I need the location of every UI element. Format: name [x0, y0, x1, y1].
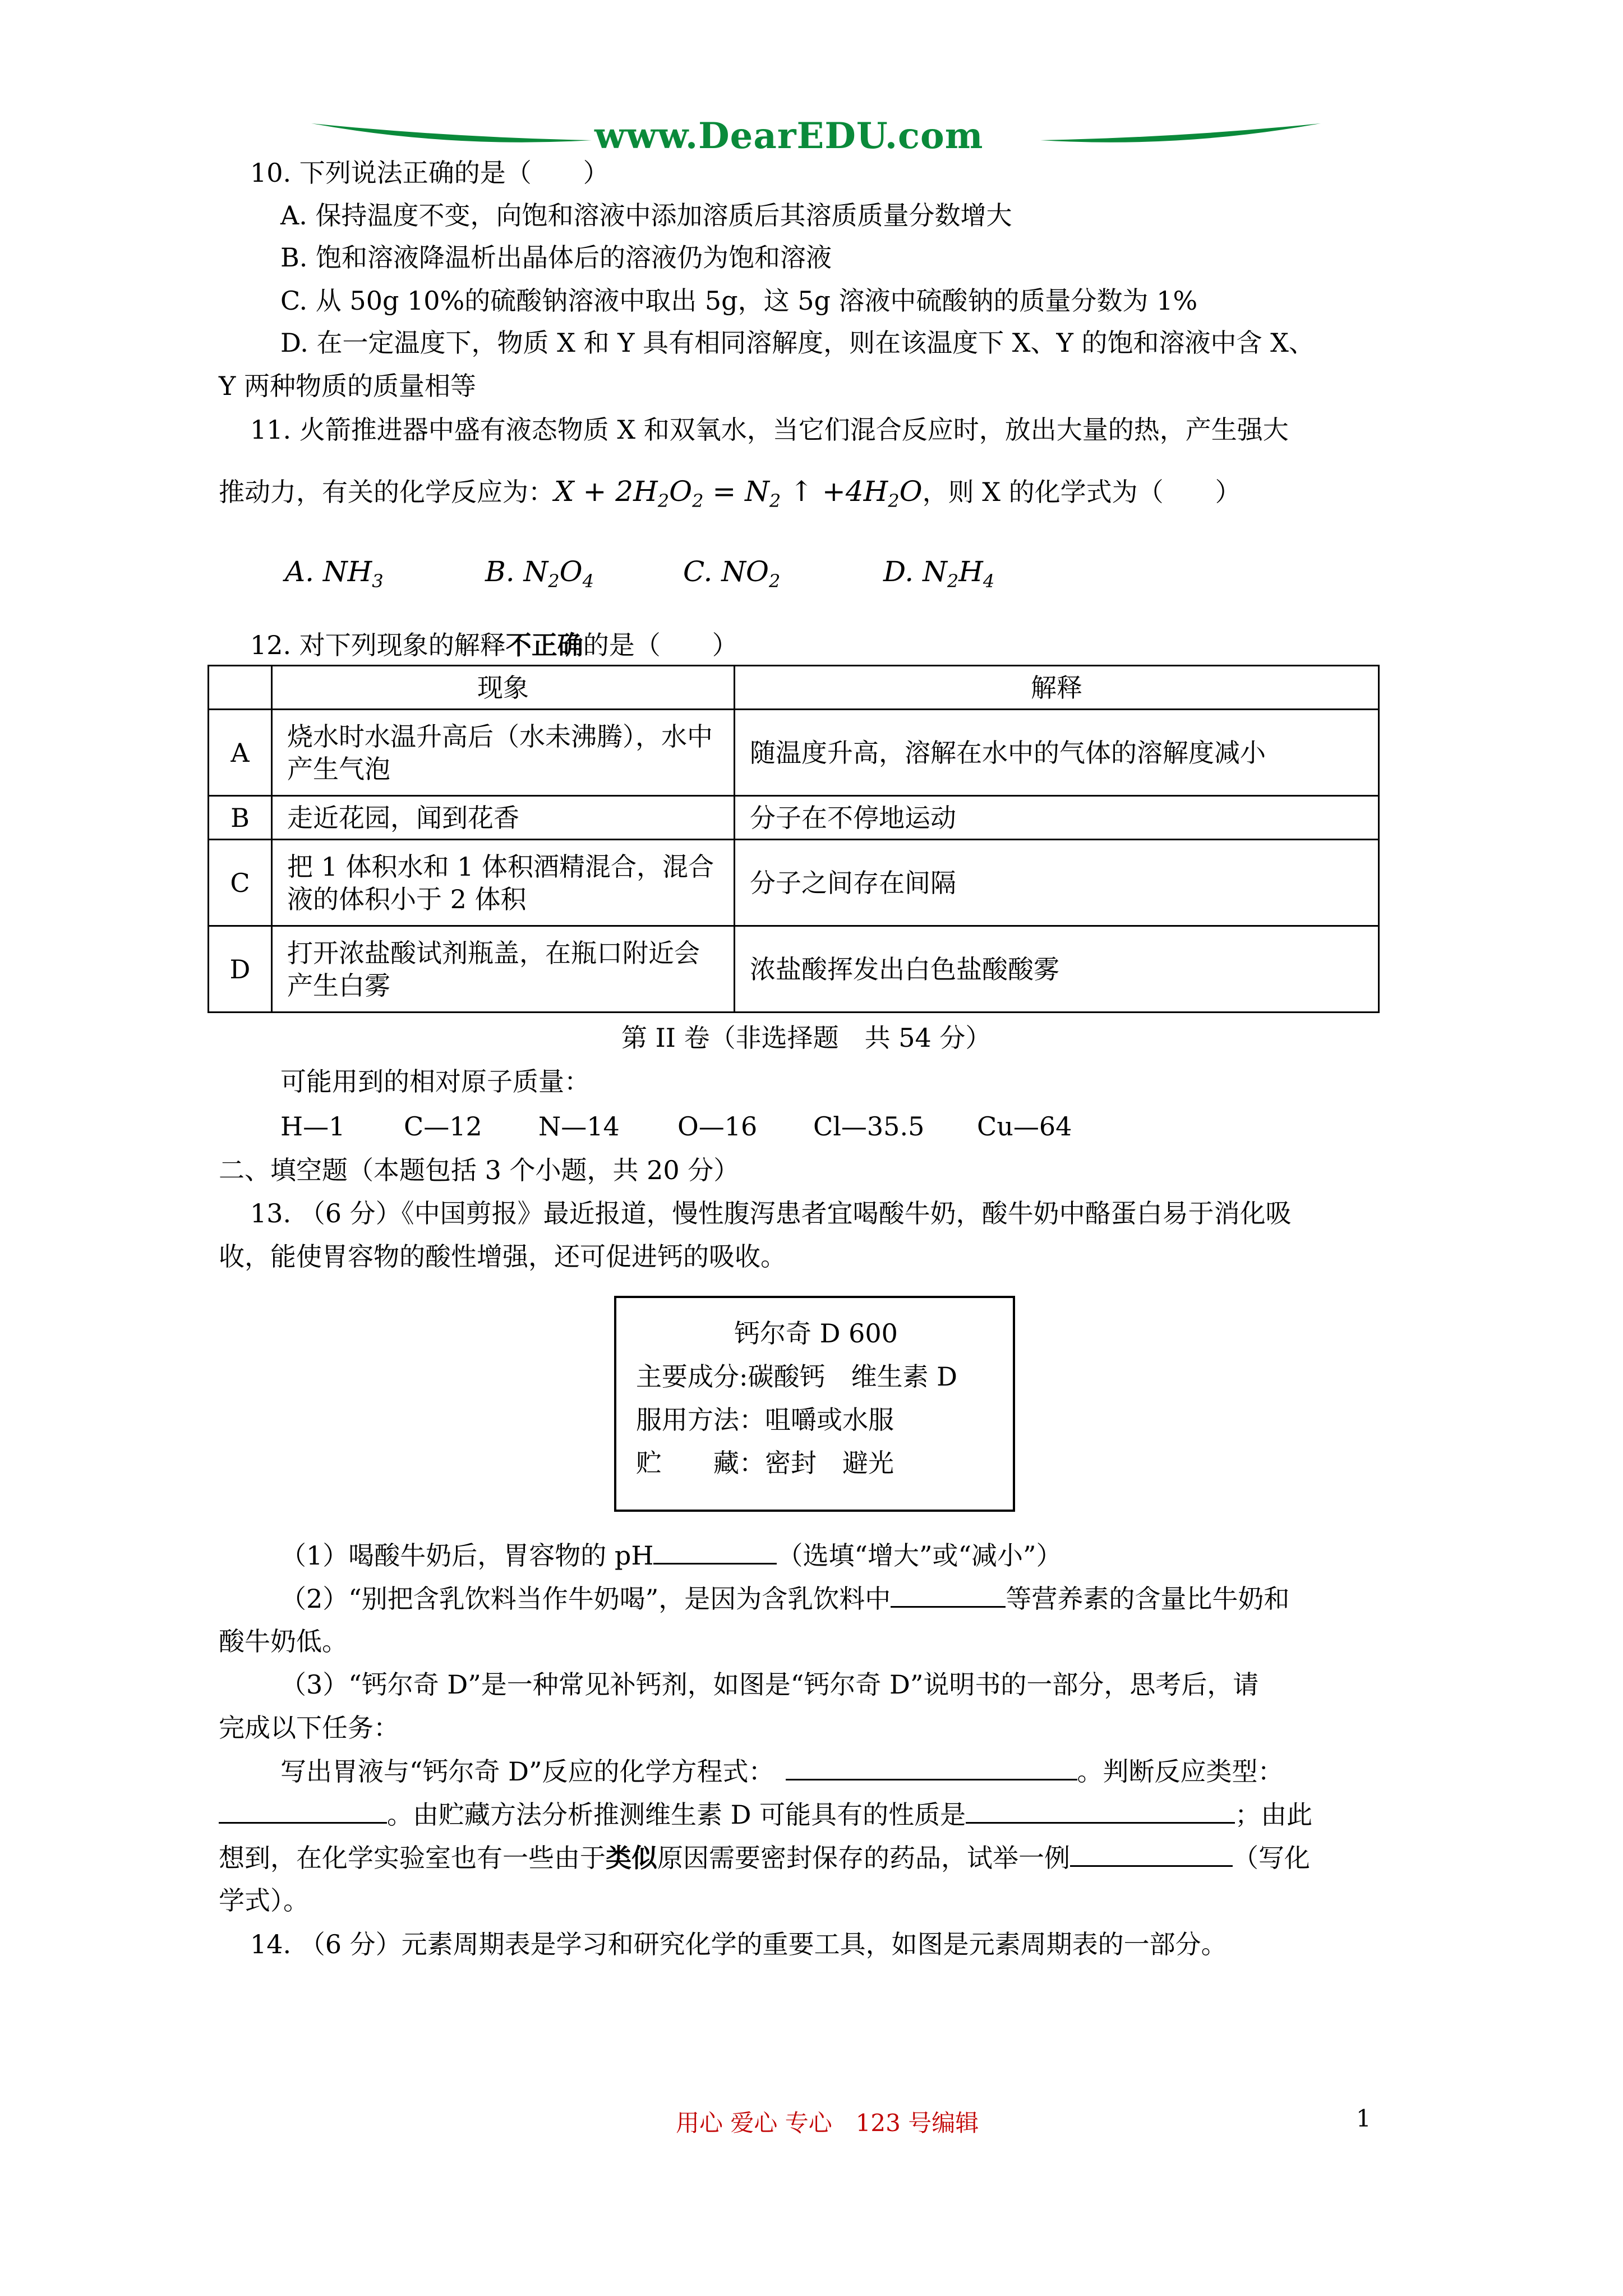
q13-sub3-line6: 学式）。 — [219, 1885, 309, 1916]
product-label-box — [614, 1296, 1015, 1512]
answer-blank-example[interactable] — [1070, 1843, 1233, 1867]
answer-blank-ph[interactable] — [653, 1540, 777, 1565]
part2-title: 第 II 卷（非选择题 共 54 分） — [621, 1023, 992, 1053]
answer-blank-reaction-type[interactable] — [219, 1800, 387, 1824]
q12-header-explanation: 解释 — [735, 666, 1379, 710]
row-explanation: 分子在不停地运动 — [735, 796, 1379, 840]
table-row — [209, 796, 1379, 840]
q13-emphasis: 类似 — [606, 1843, 657, 1873]
product-ingredients: 主要成分:碳酸钙 维生素 D — [636, 1361, 958, 1392]
table-row — [209, 840, 1379, 926]
product-title: 钙尔奇 D 600 — [734, 1318, 898, 1349]
atomic-mass-cl: Cl—35.5 — [813, 1111, 925, 1142]
q10-option-c: C. 从 50g 10%的硫酸钠溶液中取出 5g，这 5g 溶液中硫酸钠的质量分数为 1% — [280, 286, 1198, 316]
site-logo: www.DearEDU.com — [594, 115, 984, 157]
q12-header-phenomenon: 现象 — [272, 666, 735, 710]
q13-sub3-line2: 完成以下任务： — [219, 1713, 399, 1743]
row-letter: C — [209, 840, 272, 926]
q12-stem: 12. 对下列现象的解释不正确的是（ ） — [250, 630, 738, 660]
q11-line1: 11. 火箭推进器中盛有液态物质 X 和双氧水，当它们混合反应时，放出大量的热，产生强大 — [250, 415, 1289, 445]
atomic-mass-h: H—1 — [280, 1111, 345, 1142]
q13-sub3-line1: （3）“钙尔奇 D”是一种常见补钙剂，如图是“钙尔奇 D”说明书的一部分，思考后，请 — [280, 1669, 1259, 1700]
q11-equation: $X + 2H_2O_2 = N_2$ ↑ $+4H_2O$ — [554, 475, 923, 512]
q10-option-d: D. 在一定温度下，物质 X 和 Y 具有相同溶解度，则在该温度下 X、Y 的饱和溶液中含 X、 — [280, 328, 1315, 358]
table-row — [209, 926, 1379, 1013]
row-phenomenon: 把 1 体积水和 1 体积酒精混合，混合液的体积小于 2 体积 — [272, 840, 735, 926]
q10-option-b: B. 饱和溶液降温析出晶体后的溶液仍为饱和溶液 — [280, 242, 832, 273]
q12-table — [208, 665, 1380, 1013]
q13-sub1: （1）喝酸牛奶后，胃容物的 pH （选填“增大”或“减小”） — [280, 1540, 1062, 1571]
q11-option-c: C. $NO_2$ — [683, 555, 781, 592]
atomic-mass-n: N—14 — [538, 1111, 620, 1142]
q10-stem: 10. 下列说法正确的是（ ） — [250, 158, 609, 188]
q11-line2 — [219, 476, 1241, 517]
q13-line1: 13. （6 分）《中国剪报》最近报道，慢性腹泻患者宜喝酸牛奶，酸牛奶中酪蛋白易于消化吸 — [250, 1198, 1292, 1228]
q13-line2: 收，能使胃容物的酸性增强，还可促进钙的吸收。 — [219, 1241, 786, 1272]
row-phenomenon: 走近花园，闻到花香 — [272, 796, 735, 840]
row-letter: D — [209, 926, 272, 1013]
left-swoosh — [311, 123, 592, 142]
answer-blank-nutrient[interactable] — [891, 1584, 1006, 1608]
table-row — [209, 710, 1379, 796]
q13-sub3-line3: 写出胃液与“钙尔奇 D”反应的化学方程式： 。判断反应类型： — [280, 1756, 1284, 1787]
row-letter: A — [209, 710, 272, 796]
row-phenomenon: 烧水时水温升高后（水未沸腾），水中产生气泡 — [272, 710, 735, 796]
q13-sub2-cont: 酸牛奶低。 — [219, 1626, 348, 1657]
q13-sub3-line5: 想到，在化学实验室也有一些由于类似原因需要密封保存的药品，试举一例 （写化 — [219, 1843, 1310, 1873]
q13-sub2: （2）“别把含乳饮料当作牛奶喝”，是因为含乳饮料中 等营养素的含量比牛奶和 — [280, 1584, 1290, 1614]
row-explanation: 浓盐酸挥发出白色盐酸酸雾 — [735, 926, 1379, 1013]
q11-option-b: B. $N_2O_4$ — [485, 555, 594, 592]
product-usage: 服用方法：咀嚼或水服 — [636, 1405, 894, 1435]
q11-option-a: A. $NH_3$ — [285, 555, 384, 592]
q11-line2-post: ，则 X 的化学式为（ ） — [922, 477, 1241, 507]
row-explanation: 随温度升高，溶解在水中的气体的溶解度减小 — [735, 710, 1379, 796]
row-phenomenon: 打开浓盐酸试剂瓶盖，在瓶口附近会产生白雾 — [272, 926, 735, 1013]
answer-blank-property[interactable] — [966, 1800, 1235, 1824]
atomic-mass-o: O—16 — [677, 1111, 758, 1142]
q12-table-header — [209, 666, 1379, 710]
right-swoosh — [1040, 123, 1321, 142]
q14-line1: 14. （6 分）元素周期表是学习和研究化学的重要工具，如图是元素周期表的一部分。 — [250, 1929, 1227, 1959]
page-number: 1 — [1356, 2105, 1371, 2132]
row-letter: B — [209, 796, 272, 840]
q10-option-a: A. 保持温度不变，向饱和溶液中添加溶质后其溶质质量分数增大 — [280, 200, 1012, 231]
atomic-mass-label: 可能用到的相对原子质量： — [280, 1066, 590, 1097]
row-explanation: 分子之间存在间隔 — [735, 840, 1379, 926]
atomic-mass-cu: Cu—64 — [977, 1111, 1072, 1142]
answer-blank-equation[interactable] — [786, 1756, 1077, 1780]
q11-option-d: D. $N_2H_4$ — [883, 555, 995, 592]
q12-stem-emphasis: 不正确 — [505, 630, 583, 660]
atomic-mass-c: C—12 — [404, 1111, 482, 1142]
q13-sub3-line4: 。由贮藏方法分析推测维生素 D 可能具有的性质是 ；由此 — [219, 1799, 1312, 1830]
q11-line2-pre: 推动力，有关的化学反应为： — [219, 477, 554, 507]
section-heading: 二、填空题（本题包括 3 个小题，共 20 分） — [219, 1155, 740, 1185]
q10-option-d-cont: Y 两种物质的质量相等 — [219, 371, 476, 401]
product-storage: 贮 藏：密封 避光 — [636, 1448, 894, 1478]
q12-header-blank — [209, 666, 272, 710]
footer-text: 用心 爱心 专心 123 号编辑 — [676, 2109, 979, 2137]
